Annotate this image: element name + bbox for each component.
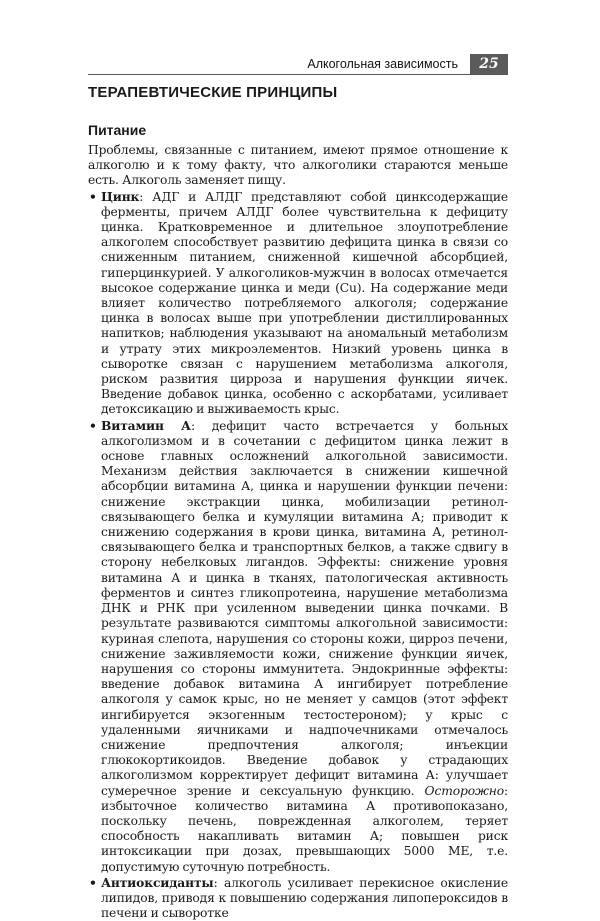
intro-paragraph: Проблемы, связанные с питанием, имеют прямое отношение к алкоголю и к тому факту, что алкоголики стараются меньше есть. Алкоголь заменяет пищу. <box>88 143 508 188</box>
running-title: Алкогольная зависимость <box>307 57 458 71</box>
bullet-icon: • <box>89 417 97 433</box>
list-item-vitamin-a <box>88 418 508 875</box>
item-text-antioxidants: : алкоголь усиливает перекисное окисление липидов, приводя к повышению содержания липопероксидов в печени и сыворотке <box>101 875 508 921</box>
running-head <box>88 54 508 74</box>
body-text <box>88 143 508 921</box>
list-item-zinc <box>88 189 508 418</box>
term-zinc: Цинк <box>101 188 140 204</box>
caution-text: : избыточное количество витамина А противопоказано, поскольку печень, поврежденная алкоголем, теряет способность накапливать витамин А; повышен риск интоксикации при дозах, превышающих 5000 МЕ, т.е. допустимую суточную потребность. <box>101 783 508 874</box>
subsection-heading: Питание <box>88 122 147 138</box>
header-rule <box>88 74 508 75</box>
term-vitamin-a: Витамин А <box>101 417 191 433</box>
item-text-zinc: : АДГ и АЛДГ представляют собой цинксодержащие ферменты, причем АЛДГ более чувствительна к дефициту цинка. Кратковременное и длительное злоупотребление алкоголем способствует развитию дефицита цинка в связи со сниженным питанием, сниженной кишечной абсорбцией, гиперцинкурией. У алкоголиков-мужчин в волосах отмечается высокое содержание цинка и меди (Cu). На содержание меди влияет количество потребляемого алкоголя; содержание цинка в волосах выше при употреблении дистиллированных напитков; наблюдения указывают на аномальный метаболизм и утрату этих микроэлементов. Низкий уровень цинка в сыворотке связан с нарушением метаболизма алкоголя, риском развития цирроза и нарушения функции яичек. Введение добавок цинка, особенно с аскорбатами, усиливает детоксикацию и выживаемость крыс. <box>101 189 508 417</box>
page-number: 25 <box>470 54 508 74</box>
term-antioxidants: Антиоксиданты <box>101 874 214 890</box>
caution-label: Осторожно <box>424 783 504 798</box>
section-heading: ТЕРАПЕВТИЧЕСКИЕ ПРИНЦИПЫ <box>88 84 338 101</box>
bullet-icon: • <box>89 188 97 204</box>
item-text-vitamin-a: : дефицит часто встречается у больных алкоголизмом и в сочетании с дефицитом цинка лежит в основе главных осложнений алкогольной зависимости. Механизм действия заключается в снижении кишечной абсорбции витамина А, цинка и нарушении функции печени: снижение экстракции цинка, мобилизации ретинол-связывающего белка и кумуляции витамина А; приводит к снижению содержания в крови цинка, витамина А, ретинол-связывающего белка и транспортных белков, а также сдвигу в сторону небелковых лигандов. Эффекты: снижение уровня витамина А и цинка в тканях, патологическая активность ферментов и синтез гликопротеина, нарушение метаболизма ДНК и РНК при усиленном выведении цинка почками. В результате развиваются симптомы алкогольной зависимости: куриная слепота, нарушения со стороны кожи, цирроз печени, снижение заживляемости кожи, снижение функции яичек, нарушения со стороны иммунитета. Эндокринные эффекты: введение добавок витамина А ингибирует потребление алкоголя у самок крыс, но не меняет у самцов (этот эффект ингибируется экзогенным тестостероном); у крыс с удаленными яичниками и надпочечниками отмечалось снижение предпочтения алкоголя; инъекции глюкокортикоидов. Введение добавок у страдающих алкоголизмом корректирует дефицит витамина А: улучшает сумеречное зрение и сексуальную функцию. <box>101 418 508 798</box>
bullet-icon: • <box>89 874 97 890</box>
list-item-antioxidants <box>88 875 508 921</box>
